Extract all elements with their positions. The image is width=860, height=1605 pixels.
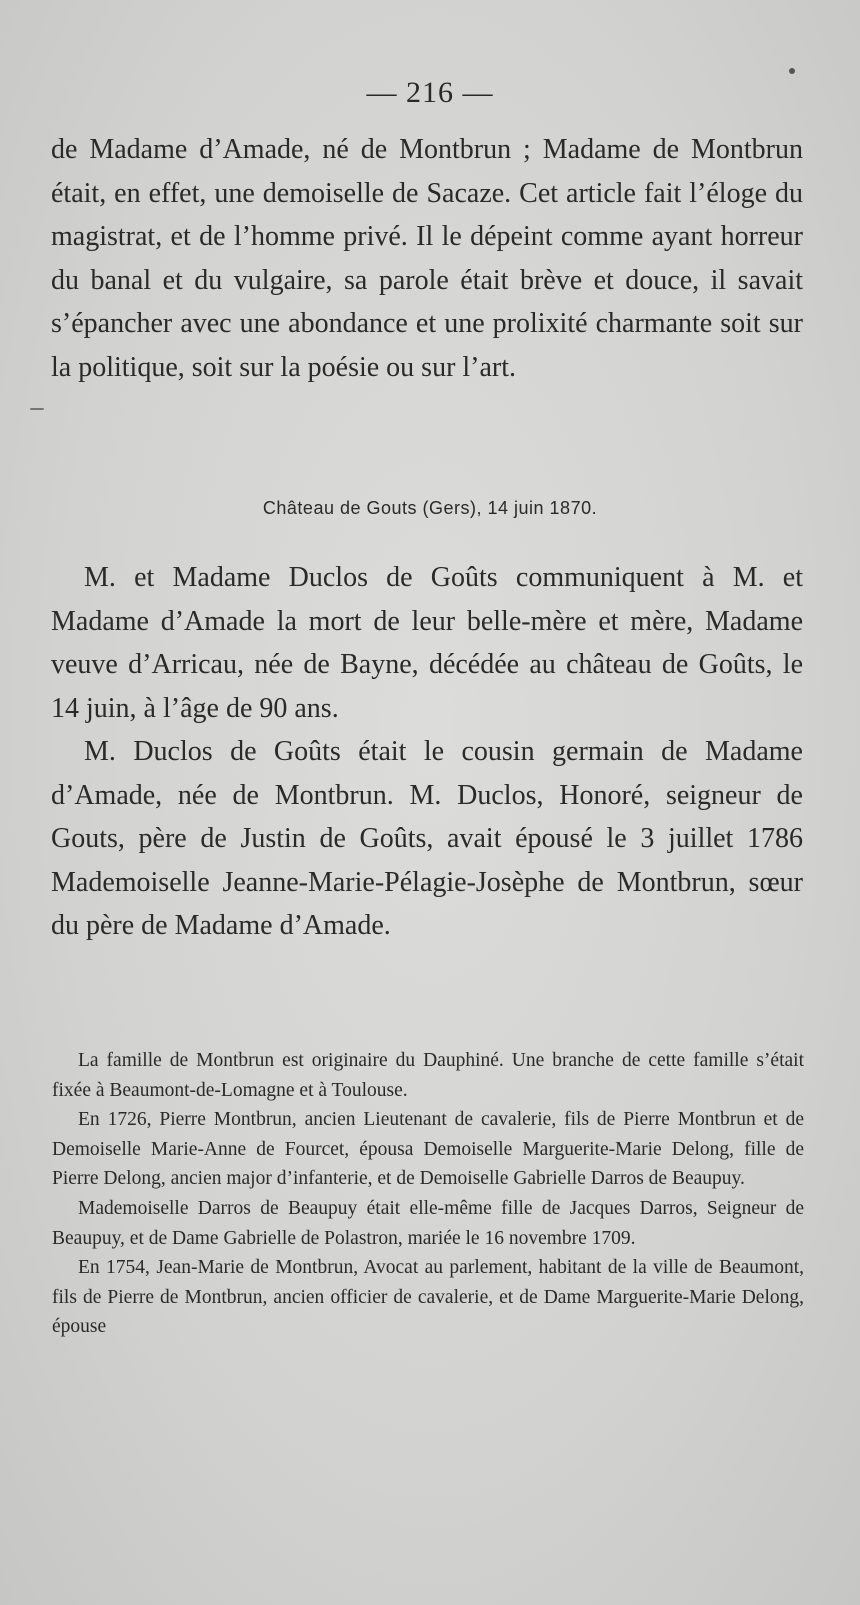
print-speck (789, 68, 795, 74)
print-speck (30, 408, 44, 410)
footnote-section (52, 1046, 804, 1342)
paragraph-text: de Madame d’Amade, né de Montbrun ; Madame de Montbrun était, en effet, une demoiselle de Sacaze. Cet article fait l’éloge du magistrat, et de l’homme privé. Il le dépeint comme ayant horreur du banal et du vulgaire, sa parole était brève et douce, il savait s’épancher avec une abondance et une prolixité charmante soit sur la politique, soit sur la poésie ou sur l’art. (51, 134, 803, 383)
paragraph-text: M. Duclos de Goûts était le cousin germain de Madame d’Amade, née de Montbrun. M. Duclos, Honoré, seigneur de Gouts, père de Justin de Goûts, avait épousé le 3 juillet 1786 Mademoiselle Jeanne-Marie-Pélagie-Josèphe de Montbrun, sœur du père de Madame d’Amade. (51, 736, 803, 941)
note-paragraph: Mademoiselle Darros de Beaupuy était elle-même fille de Jacques Darros, Seigneur de Beaupuy, et de Dame Gabrielle de Polastron, mariée le 16 novembre 1709. (52, 1197, 804, 1249)
note-paragraph: En 1726, Pierre Montbrun, ancien Lieutenant de cavalerie, fils de Pierre Montbrun et de Demoiselle Marie-Anne de Fourcet, épousa Demoiselle Marguerite-Marie Delong, fille de Pierre Delong, ancien major d’infanterie, et de Demoiselle Gabrielle Darros de Beaupuy. (52, 1109, 804, 1190)
paragraph-text: M. et Madame Duclos de Goûts communiquent à M. et Madame d’Amade la mort de leur belle-mère et mère, Madame veuve d’Arricau, née de Bayne, décédée au château de Goûts, le 14 juin, à l’âge de 90 ans. (51, 562, 803, 724)
note-paragraph: En 1754, Jean-Marie de Montbrun, Avocat au parlement, habitant de la ville de Beaumont, fils de Pierre de Montbrun, ancien officier de cavalerie, et de Dame Marguerite-Marie Delong, épouse (52, 1257, 804, 1338)
page-number: — 216 — (366, 76, 494, 109)
main-paragraph-1 (51, 128, 803, 389)
dateline: Château de Gouts (Gers), 14 juin 1870. (262, 498, 598, 518)
main-paragraphs-2-3 (51, 556, 803, 948)
note-paragraph: La famille de Montbrun est originaire du Dauphiné. Une branche de cette famille s’était fixée à Beaumont-de-Lomagne et à Toulouse. (52, 1050, 804, 1101)
